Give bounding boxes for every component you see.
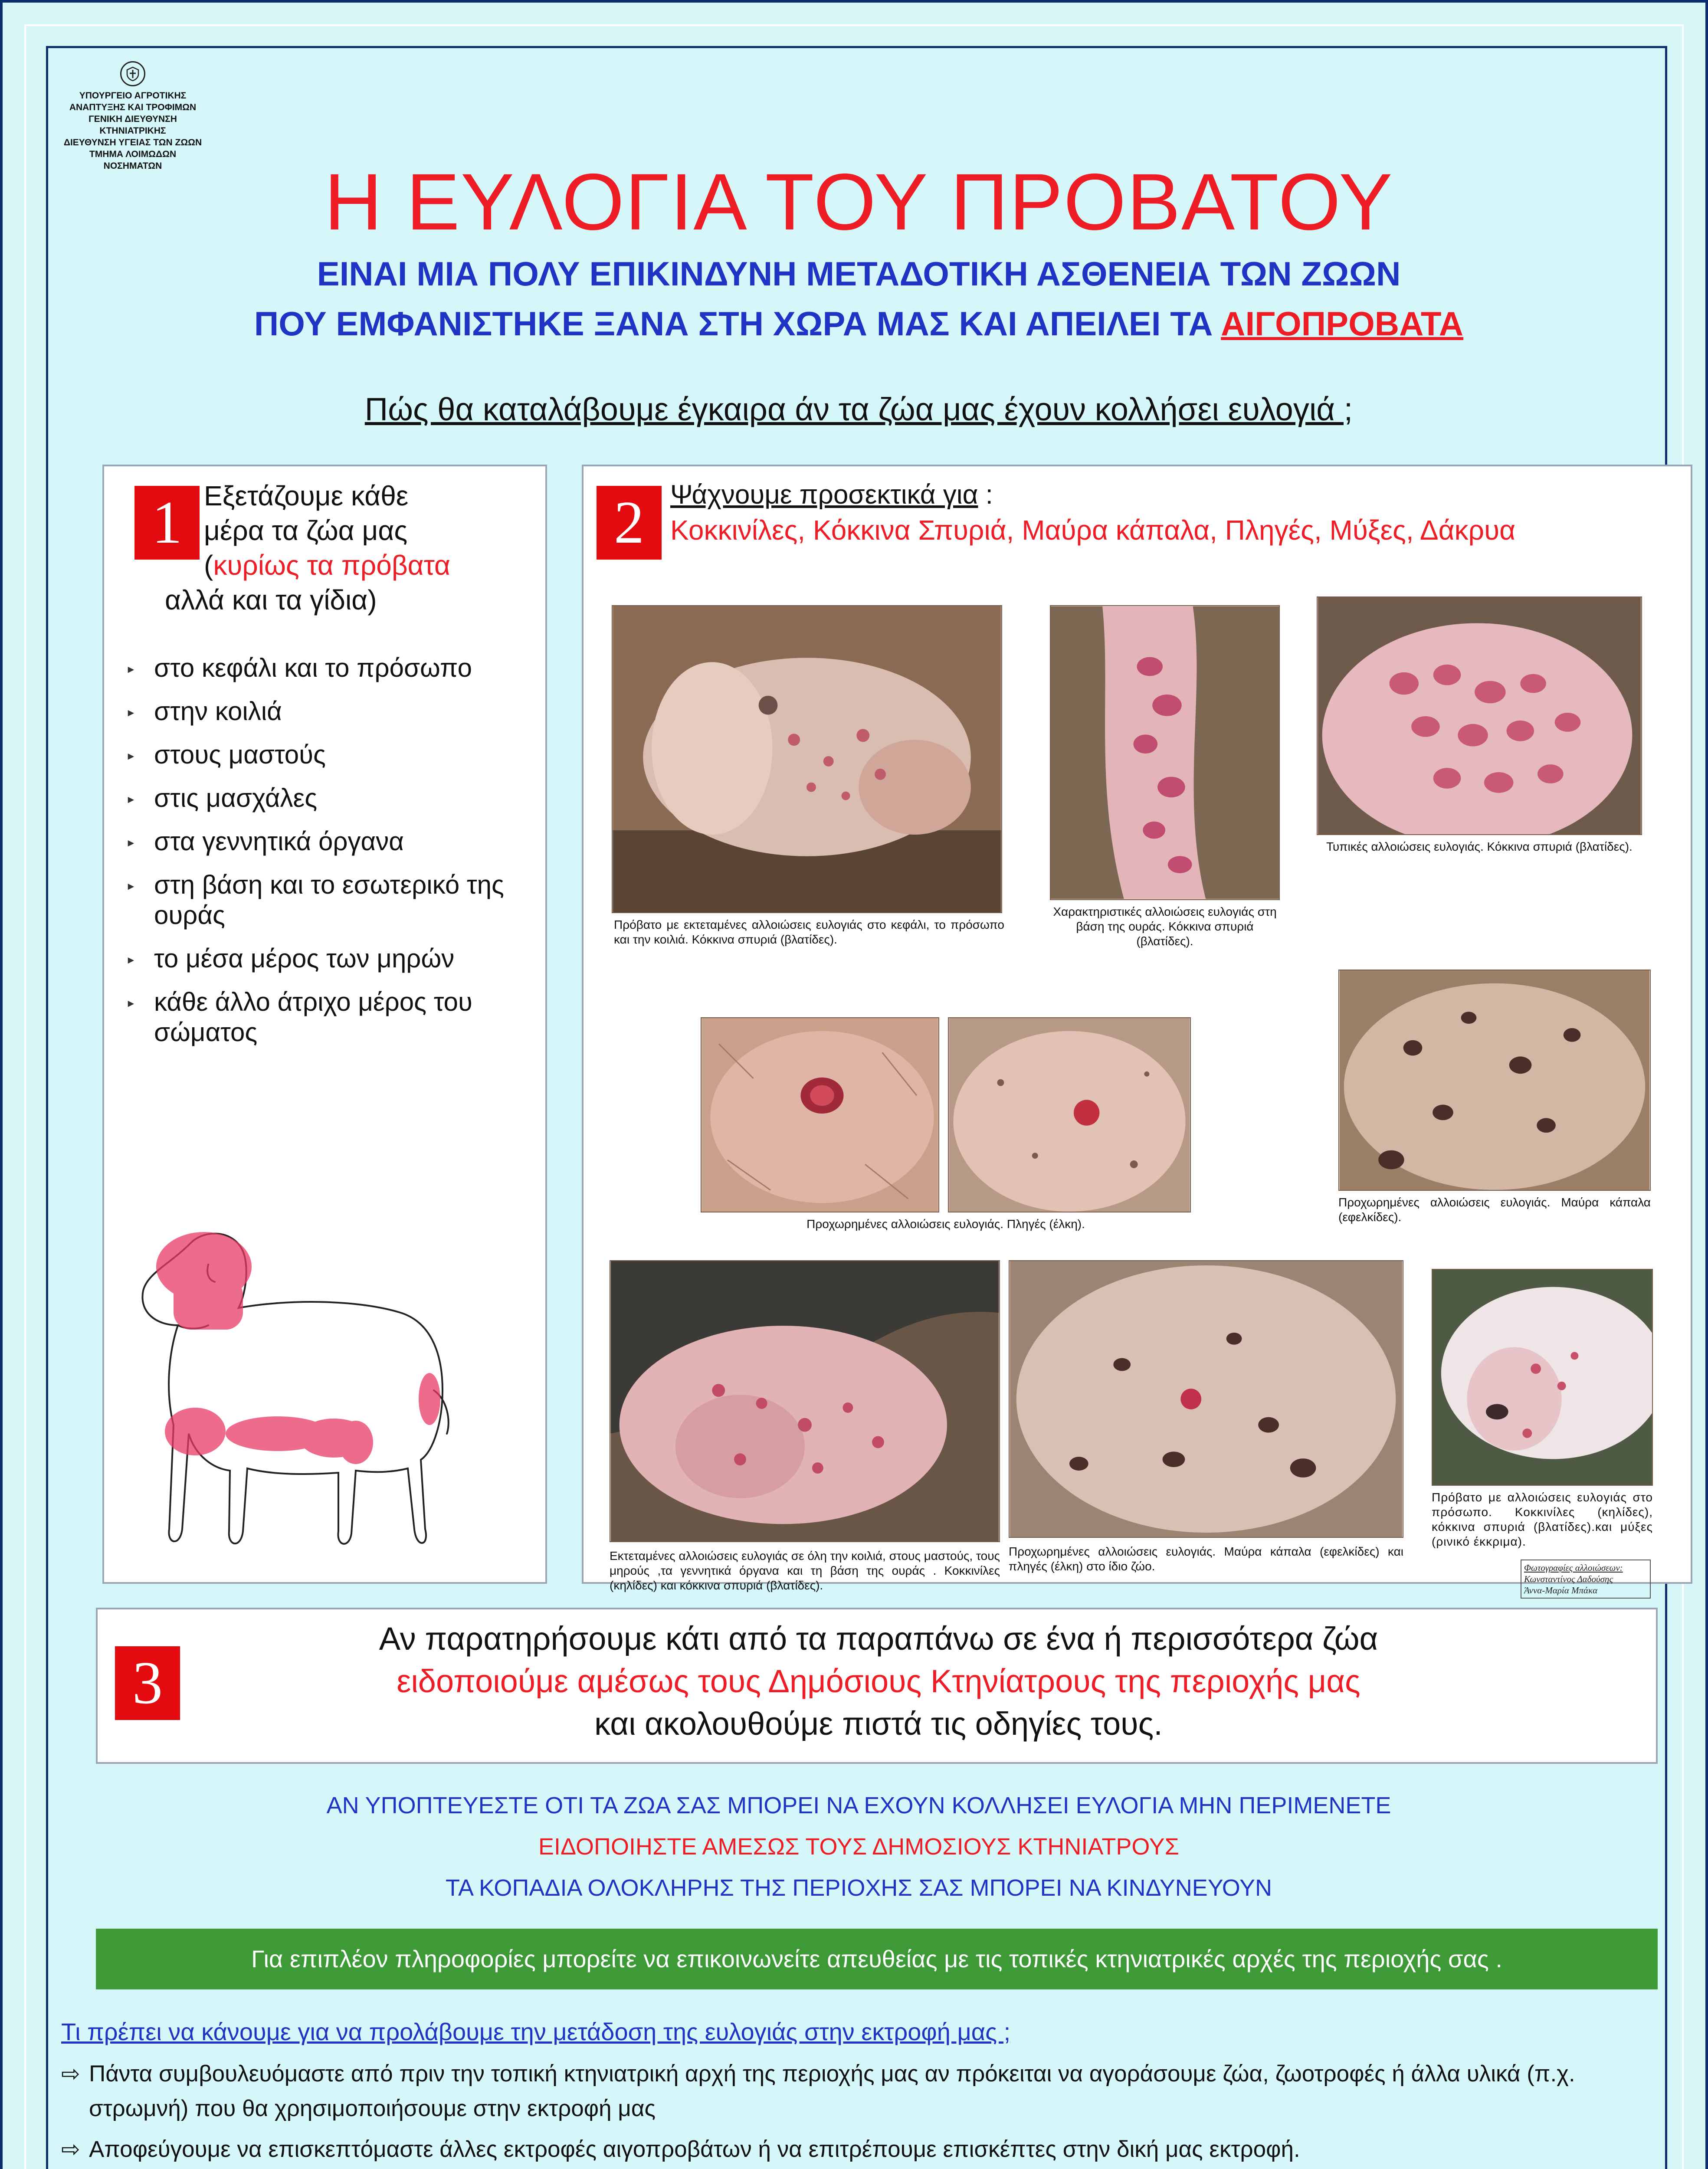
action-line-2: ειδοποιούμε αμέσως τους Δημόσιους Κτηνίατρους της περιοχής μας	[397, 1663, 1360, 1699]
body-part-name: βάση	[202, 870, 263, 899]
credit-label: Φωτογραφίες αλλοιώσεων:	[1524, 1563, 1623, 1573]
heading-colon: :	[978, 480, 993, 510]
subtitle-line-2	[48, 304, 1669, 344]
body-part-name: άλλο άτριχο μέρος του σώματος	[154, 987, 472, 1047]
intro-line: αλλά και τα γίδια)	[165, 584, 377, 616]
body-part-item	[117, 944, 534, 974]
arrow-right-icon: ⇨	[61, 2061, 80, 2087]
caption-4: Προχωρημένες αλλοιώσεις ευλογιάς. Πληγές (έλκη).	[806, 1217, 1085, 1231]
photo-ulcer-1	[701, 1017, 939, 1212]
photo-typical-lesions	[1317, 596, 1642, 835]
intro-highlight: κυρίως τα πρόβατα	[213, 550, 451, 581]
ministry-line: ΑΝΑΠΤΥΞΗΣ ΚΑΙ ΤΡΟΦΙΜΩΝ	[69, 102, 197, 112]
body-part-item	[117, 653, 534, 683]
greek-seal-icon	[120, 61, 145, 86]
body-part-name: κοιλιά	[215, 697, 282, 726]
caption-5: Προχωρημένες αλλοιώσεις ευλογιάς. Μαύρα κάπαλα (εφελκίδες).	[1338, 1196, 1651, 1224]
body-part-item	[117, 826, 534, 857]
body-part-name: πρόσωπο	[357, 653, 472, 682]
caption-3: Τυπικές αλλοιώσεις ευλογιάς. Κόκκινα σπυριά (βλατίδες).	[1326, 840, 1633, 853]
credit-name: Κωνσταντίνος Δαδούσης	[1524, 1574, 1613, 1584]
body-part-item	[117, 987, 534, 1048]
page-title: Η ΕΥΛΟΓΙΑ ΤΟΥ ΠΡΟΒΑΤΟΥ	[324, 157, 1393, 247]
ministry-line: ΤΜΗΜΑ ΛΟΙΜΩΔΩΝ ΝΟΣΗΜΑΤΩΝ	[89, 149, 177, 171]
caption-1: Πρόβατο με εκτεταμένες αλλοιώσεις ευλογιάς στο κεφάλι, το πρόσωπο και την κοιλιά. Κόκκινα σπυριά (βλατίδες).	[614, 918, 1004, 946]
credit-name: Άννα-Μαρία Μπάκα	[1524, 1585, 1598, 1596]
prevention-list	[61, 2057, 1649, 2169]
body-part-item	[117, 870, 534, 931]
box-2-signs	[582, 465, 1692, 1596]
photo-scabs-ulcers	[1009, 1260, 1403, 1538]
body-part-prefix: το	[154, 944, 186, 973]
prevention-text: Αποφεύγουμε να επισκεπτόμαστε άλλες εκτροφές αιγοπροβάτων ή να επιτρέπουμε επισκέπτες στην δική μας εκτροφή.	[89, 2136, 1300, 2162]
sheep-diagram-icon	[130, 1225, 460, 1564]
warning-line-3: ΤΑ ΚΟΠΑΔΙΑ ΟΛΟΚΛΗΡΗΣ ΤΗΣ ΠΕΡΙΟΧΗΣ ΣΑΣ ΜΠΟΡΕΙ ΝΑ ΚΙΝΔΥΝΕΥΟΥΝ	[445, 1875, 1272, 1901]
body-part-name: μέσα μέρος των μηρών	[185, 944, 455, 973]
body-part-prefix: κάθε	[154, 987, 215, 1016]
box-2-heading	[670, 479, 993, 510]
photo-belly-lesions	[610, 1260, 1000, 1542]
action-line-3: και ακολουθούμε πιστά τις οδηγίες τους.	[594, 1706, 1163, 1742]
photo-ulcer-2	[948, 1017, 1191, 1212]
photo-credits	[1521, 1560, 1651, 1599]
ministry-line: ΓΕΝΙΚΗ ΔΙΕΥΘΥΝΣΗ ΚΤΗΝΙΑΤΡΙΚΗΣ	[89, 114, 177, 136]
caption-2: Χαρακτηριστικές αλλοιώσεις ευλογιάς στη βάση της ουράς. Κόκκινα σπυριά (βλατίδες).	[1053, 905, 1277, 948]
box-3-number: 3	[115, 1646, 180, 1720]
subtitle-line-1: ΕΙΝΑΙ ΜΙΑ ΠΟΛΥ ΕΠΙΚΙΝΔΥΝΗ ΜΕΤΑΔΟΤΙΚΗ ΑΣΘΕΝΕΙΑ ΤΩΝ ΖΩΩΝ	[317, 255, 1401, 293]
body-part-prefix: στην	[154, 697, 215, 726]
warning-line-2: ΕΙΔΟΠΟΙΗΣΤΕ ΑΜΕΣΩΣ ΤΟΥΣ ΔΗΜΟΣΙΟΥΣ ΚΤΗΝΙΑΤΡΟΥΣ	[538, 1834, 1179, 1860]
box-1-intro	[204, 478, 542, 583]
photo-sheep-head	[612, 605, 1002, 913]
intro-line: Εξετάζουμε κάθε	[204, 480, 409, 511]
box-1-number: 1	[134, 486, 200, 560]
photo-tail-base	[1050, 605, 1280, 900]
paren: (	[204, 550, 213, 581]
body-part-prefix: στους	[154, 740, 229, 769]
body-part-prefix: στις	[154, 783, 206, 813]
intro-line	[204, 548, 542, 583]
prevention-text: Πάντα συμβουλευόμαστε από πριν την τοπική κτηνιατρική αρχή της περιοχής μας αν πρόκειται να αγοράσουμε ζώα, ζωοτροφές ή άλλα υλικά (π.χ. στρωμνή) που θα χρησιμοποιήσουμε στην εκτροφή μας	[89, 2061, 1575, 2121]
box-3-action	[96, 1608, 1658, 1764]
info-banner: Για επιπλέον πληροφορίες μπορείτε να επικοινωνείτε απευθείας με τις τοπικές κτηνιατρικές αρχές της περιοχής σας .	[96, 1929, 1658, 1989]
body-part-prefix: στο	[154, 653, 202, 682]
prevention-item	[61, 2132, 1649, 2167]
arrow-right-icon: ⇨	[61, 2137, 80, 2162]
warning-line-1: ΑΝ ΥΠΟΠΤΕΥΕΣΤΕ ΟΤΙ ΤΑ ΖΩΑ ΣΑΣ ΜΠΟΡΕΙ ΝΑ ΕΧΟΥΝ ΚΟΛΛΗΣΕΙ ΕΥΛΟΓΙΑ ΜΗΝ ΠΕΡΙΜΕΝΕΤΕ	[326, 1792, 1391, 1818]
action-line-1: Αν παρατηρήσουμε κάτι από τα παραπάνω σε ένα ή περισσότερα ζώα	[379, 1621, 1378, 1657]
body-part-name: γεννητικά όργανα	[202, 827, 404, 856]
body-part-prefix: στη	[154, 870, 202, 899]
poster-frame	[46, 46, 1667, 2169]
heading-text: Ψάχνουμε προσεκτικά για	[670, 480, 978, 510]
prevention-item	[61, 2057, 1649, 2126]
subtitle-highlight: ΑΙΓΟΠΡΟΒΑΤΑ	[1221, 305, 1464, 343]
signs-list: Κοκκινίλες, Κόκκινα Σπυριά, Μαύρα κάπαλα, Πληγές, Μύξες, Δάκρυα	[670, 514, 1516, 546]
body-part-item	[117, 696, 534, 727]
main-question: Πώς θα καταλάβουμε έγκαιρα άν τα ζώα μας έχουν κολλήσει ευλογιά ;	[364, 391, 1353, 427]
photo-face-lesions	[1432, 1269, 1653, 1486]
caption-7: Προχωρημένες αλλοιώσεις ευλογιάς. Μαύρα κάπαλα (εφελκίδες) και πληγές (έλκη) στο ίδιο ζώο.	[1009, 1545, 1403, 1573]
body-part-name: το εσωτερικό της ουράς	[154, 870, 504, 930]
intro-line: μέρα τα ζώα μας	[204, 515, 408, 546]
body-part-item	[117, 783, 534, 813]
body-part-item	[117, 740, 534, 770]
ministry-line: ΥΠΟΥΡΓΕΙΟ ΑΓΡΟΤΙΚΗΣ	[79, 91, 187, 101]
body-part-prefix: και	[262, 870, 311, 899]
body-part-name: κεφάλι	[201, 653, 277, 682]
caption-6: Εκτεταμένες αλλοιώσεις ευλογιάς σε όλη την κοιλιά, στους μαστούς, τους μηρούς ,τα γεννητικά όργανα και τη βάση της ουράς . Κοκκινίλες (κηλίδες) και κόκκινα σπυριά (βλατίδες).	[610, 1549, 1000, 1592]
photo-scabs	[1338, 970, 1651, 1191]
body-part-prefix: στα	[154, 827, 203, 856]
caption-8: Πρόβατο με αλλοιώσεις ευλογιάς στο πρόσωπο. Κοκκινίλες (κηλίδες), κόκκινα σπυριά (βλατίδες).και μύξες (ρινικό έκκριμα).	[1432, 1491, 1653, 1548]
subtitle-text: ΠΟΥ ΕΜΦΑΝΙΣΤΗΚΕ ΞΑΝΑ ΣΤΗ ΧΩΡΑ ΜΑΣ ΚΑΙ ΑΠΕΙΛΕΙ ΤΑ	[254, 305, 1221, 343]
prevention-title: Τι πρέπει να κάνουμε για να προλάβουμε την μετάδοση της ευλογιάς στην εκτροφή μας ;	[61, 2018, 1011, 2045]
ministry-line: ΔΙΕΥΘΥΝΣΗ ΥΓΕΙΑΣ ΤΩΝ ΖΩΩΝ	[63, 138, 202, 147]
body-part-name: μασχάλες	[206, 783, 318, 813]
ministry-header	[61, 61, 204, 172]
body-part-name: μαστούς	[228, 740, 326, 769]
box-2-number: 2	[597, 486, 662, 560]
body-parts-list	[117, 653, 534, 1061]
box-1-inspection	[102, 465, 547, 1584]
body-part-prefix: και το	[277, 653, 357, 682]
